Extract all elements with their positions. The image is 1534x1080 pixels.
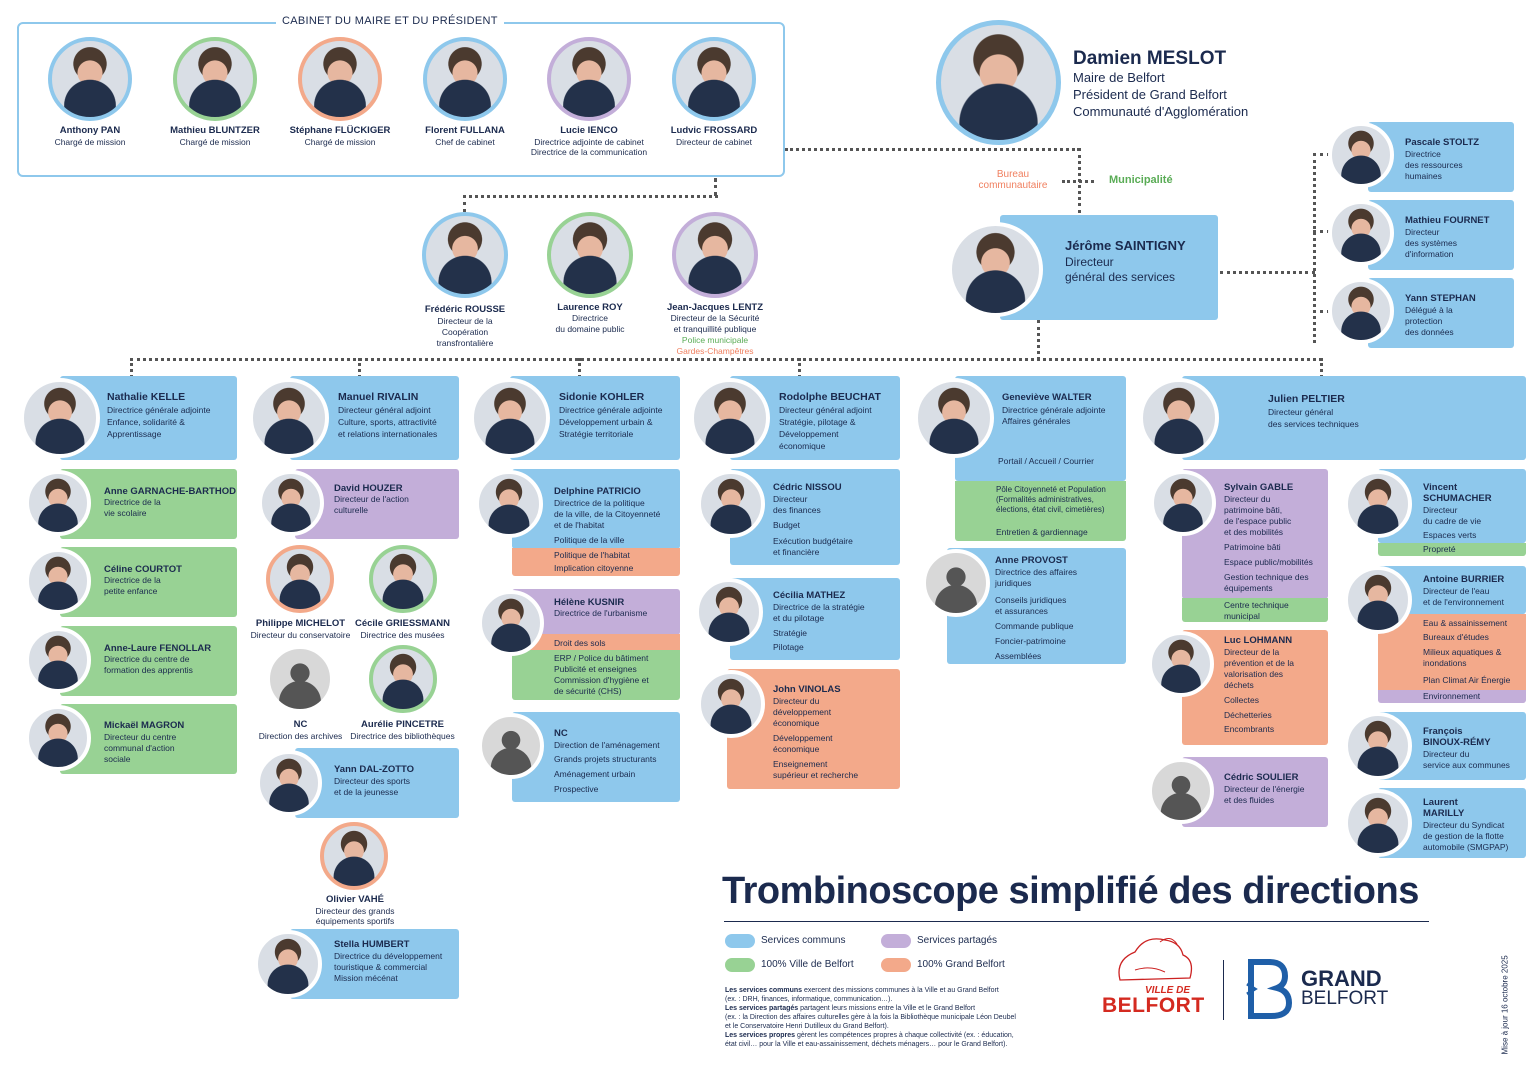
service-label: Droit des sols <box>554 638 606 648</box>
person-title: et du pilotage <box>773 613 825 623</box>
legend-swatch <box>881 958 911 972</box>
service-label: Implication citoyenne <box>554 563 634 573</box>
service-label: Politique de l'habitat <box>554 550 630 560</box>
person-name: Stéphane FLÜCKIGER <box>289 125 391 136</box>
service-label: (Formalités administratives, <box>996 495 1094 504</box>
person-title: Directrice <box>572 313 608 323</box>
person-title: de gestion de la flotte <box>1423 831 1504 841</box>
person-name: Manuel RIVALIN <box>338 391 419 403</box>
person-name: NC <box>554 728 568 739</box>
mayor-line: Communauté d'Agglomération <box>1073 104 1249 119</box>
person-name: Laurent <box>1423 797 1458 808</box>
avatar-placeholder <box>266 645 334 713</box>
person-title: automobile (SMGPAP) <box>1423 842 1509 852</box>
connector <box>1037 320 1040 360</box>
dgs-line: général des services <box>1065 270 1176 284</box>
avatar <box>948 222 1043 317</box>
note-bold: Les services communs <box>725 987 803 994</box>
avatar <box>320 822 388 890</box>
service-label: Encombrants <box>1224 724 1275 734</box>
person-name: Ludvic FROSSARD <box>670 125 758 136</box>
person-name: Stella HUMBERT <box>334 939 410 950</box>
person-title: Directrice du développement <box>334 951 443 961</box>
person-title: Directrice des musées <box>360 630 445 640</box>
grand-belfort-logo <box>1243 958 1403 1020</box>
person-title: Directeur de la <box>1224 647 1280 657</box>
person-title: protection <box>1405 316 1443 326</box>
avatar <box>256 750 322 816</box>
connector <box>714 178 717 196</box>
avatar <box>475 470 543 538</box>
person-title: Directrice des bibliothèques <box>350 731 455 741</box>
service-label: équipements <box>1224 583 1273 593</box>
service-label: municipal <box>1224 611 1260 621</box>
person-title: des services techniques <box>1268 419 1359 429</box>
person-name: Anne PROVOST <box>995 555 1068 566</box>
person-name: Hélène KUSNIR <box>554 597 625 608</box>
person-name: Nathalie KELLE <box>107 391 186 403</box>
avatar <box>249 378 329 458</box>
note-line: état civil… pour la Ville et eau-assainissement, déchets ménagers… pour le Grand Belfort). <box>725 1041 1008 1048</box>
person-title: Directeur des sports <box>334 776 411 786</box>
service-label: Aménagement urbain <box>554 769 636 779</box>
person-title: Directeur général adjoint <box>338 405 431 415</box>
person-title: et relations internationales <box>338 429 438 439</box>
person-title: Stratégie, pilotage & <box>779 417 856 427</box>
person-title: Directrice générale adjointe <box>1002 405 1106 415</box>
avatar <box>1148 631 1214 697</box>
person-name: Geneviève WALTER <box>1002 392 1092 403</box>
service-label: Assemblées <box>995 651 1042 661</box>
belfort-logo <box>1100 930 1210 1020</box>
avatar-placeholder <box>478 713 544 779</box>
person-name: Yann DAL-ZOTTO <box>334 764 415 775</box>
avatar <box>1344 712 1412 780</box>
person-name: Anne-Laure FENOLLAR <box>104 643 212 654</box>
person-title: de la ville, de la Citoyenneté <box>554 509 661 519</box>
person-title: du domaine public <box>555 324 625 334</box>
lion-icon <box>1105 930 1205 990</box>
logo-text-grand: GRAND <box>1301 966 1382 991</box>
person-name: BINOUX-RÉMY <box>1423 737 1491 748</box>
service-label: Portail / Accueil / Courrier <box>998 456 1094 466</box>
person-title: Directeur de la Sécurité <box>670 313 760 323</box>
person-name: Cédric SOULIER <box>1224 772 1299 783</box>
person-title: et tranquillité publique <box>673 324 757 334</box>
person-title: prévention et de la <box>1224 658 1294 668</box>
person-name: Mathieu FOURNET <box>1405 215 1490 226</box>
note-line: (ex. : DRH, finances, informatique, communication…). <box>725 996 893 1003</box>
person-title: Directeur de l'action <box>334 494 409 504</box>
title-rule <box>724 921 1429 922</box>
service-label: Milieux aquatiques & <box>1423 647 1502 657</box>
person-title: service aux communes <box>1423 760 1510 770</box>
person-name: Mickaël MAGRON <box>104 720 185 731</box>
legend-swatch <box>881 934 911 948</box>
connector <box>463 195 718 198</box>
service-label: Police municipale <box>681 335 749 345</box>
person-title: Directrice de la stratégie <box>773 602 865 612</box>
avatar <box>423 37 507 121</box>
service-label: ERP / Police du bâtiment <box>554 653 649 663</box>
service-label: et financière <box>773 547 820 557</box>
bureau-label-2: communautaire <box>978 180 1048 191</box>
person-title: et des fluides <box>1224 795 1275 805</box>
bureau-label-1: Bureau <box>996 169 1030 180</box>
service-label: Grands projets structurants <box>554 754 657 764</box>
avatar <box>25 470 91 536</box>
service-label: Centre technique <box>1224 600 1289 610</box>
person-title: économique <box>773 718 820 728</box>
legend-label: Services communs <box>761 935 846 946</box>
person-title: développement <box>773 707 832 717</box>
person-name: Anthony PAN <box>59 125 121 136</box>
service-label: Espace public/mobilités <box>1224 557 1313 567</box>
person-name: Lucie IENCO <box>560 125 618 136</box>
dgs-name: Jérôme SAINTIGNY <box>1065 238 1186 253</box>
legend-swatch <box>725 958 755 972</box>
person-title: Délégué à la <box>1405 305 1453 315</box>
avatar <box>298 37 382 121</box>
person-title: sociale <box>104 754 131 764</box>
service-label: Publicité et enseignes <box>554 664 637 674</box>
person-title: Mission mécénat <box>334 973 398 983</box>
service-label: Entretien & gardiennage <box>996 527 1088 537</box>
avatar <box>25 548 91 614</box>
connector <box>785 148 1080 151</box>
person-name: Mathieu BLUNTZER <box>170 125 260 136</box>
connector <box>130 358 1322 361</box>
avatar <box>690 378 770 458</box>
person-name: Aurélie PINCETRE <box>361 719 444 730</box>
service-label: Espaces verts <box>1423 530 1477 540</box>
avatar <box>1344 789 1412 857</box>
avatar <box>547 212 633 298</box>
avatar <box>697 670 765 738</box>
service-label: Plan Climat Air Énergie <box>1423 675 1511 685</box>
avatar <box>936 20 1061 145</box>
note-line: et le Conservatoire Henri Dutilleux du Grand Belfort). <box>725 1023 889 1030</box>
person-title: Directeur <box>1405 227 1440 237</box>
service-label: Collectes <box>1224 695 1259 705</box>
avatar <box>369 645 437 713</box>
person-title: touristique & commercial <box>334 962 428 972</box>
person-name: Julien PELTIER <box>1268 393 1345 405</box>
person-name: François <box>1423 726 1463 737</box>
service-label: Stratégie <box>773 628 808 638</box>
connector <box>1320 358 1323 378</box>
logo-text-belfort: BELFORT <box>1301 988 1389 1009</box>
dga-card <box>1182 376 1526 460</box>
service-label: Pôle Citoyenneté et Population <box>996 485 1106 494</box>
note-bold: Les services propres <box>725 1032 796 1039</box>
person-name: Anne GARNACHE-BARTHOD <box>104 486 236 497</box>
person-name: Pascale STOLTZ <box>1405 137 1480 148</box>
avatar-placeholder <box>922 549 990 617</box>
person-title: Développement <box>779 429 839 439</box>
person-name: Jean-Jacques LENTZ <box>666 302 764 313</box>
person-title: Directrice du centre de <box>104 654 190 664</box>
service-label: Commande publique <box>995 621 1074 631</box>
person-title: Directrice de la politique <box>554 498 645 508</box>
mayor-name: Damien MESLOT <box>1073 48 1227 69</box>
service-label: Gardes-Champêtres <box>676 346 754 356</box>
person-title: Directrice <box>1405 149 1441 159</box>
avatar <box>547 37 631 121</box>
avatar <box>369 545 437 613</box>
person-name: Sidonie KOHLER <box>559 391 645 403</box>
person-title: et des mobilités <box>1224 527 1284 537</box>
person-title: Développement urbain & <box>559 417 653 427</box>
person-name: Luc LOHMANN <box>1224 635 1293 646</box>
bureau-label <box>960 169 1066 191</box>
person-title: communal d'action <box>104 743 175 753</box>
legend-label: 100% Ville de Belfort <box>761 959 854 970</box>
service-label: Développement <box>773 733 833 743</box>
connector <box>1220 271 1315 274</box>
person-title: Directeur du Syndicat <box>1423 820 1505 830</box>
note-text: partagent leurs missions entre la Ville et le Grand Belfort <box>798 1005 976 1012</box>
person-title: Direction de l'aménagement <box>554 740 660 750</box>
avatar <box>266 545 334 613</box>
avatar <box>1150 470 1216 536</box>
service-label: Déchetteries <box>1224 710 1272 720</box>
service-label: Patrimoine bâti <box>1224 542 1281 552</box>
connector <box>798 358 801 378</box>
person-title: Directeur général adjoint <box>779 405 872 415</box>
service-label: Environnement <box>1423 691 1481 701</box>
mayor-line: Président de Grand Belfort <box>1073 87 1227 102</box>
avatar <box>1344 470 1412 538</box>
service-label: et assurances <box>995 606 1048 616</box>
b-mark-icon <box>1243 958 1293 1020</box>
avatar <box>48 37 132 121</box>
person-title: Directeur du <box>773 696 820 706</box>
person-title: Chargé de mission <box>54 137 126 147</box>
service-label: Budget <box>773 520 800 530</box>
person-title: des données <box>1405 327 1454 337</box>
person-name: Vincent <box>1423 482 1458 493</box>
person-title: et de la jeunesse <box>334 787 399 797</box>
person-title: Directrice adjointe de cabinet <box>534 137 644 147</box>
service-label: Enseignement <box>773 759 828 769</box>
person-title: déchets <box>1224 680 1254 690</box>
person-name: Rodolphe BEUCHAT <box>779 391 881 403</box>
cabinet-title: CABINET DU MAIRE ET DU PRÉSIDENT <box>276 15 504 27</box>
connector <box>1313 153 1316 343</box>
person-title: Directrice de l'urbanisme <box>554 608 648 618</box>
service-label: Commission d'hygiène et <box>554 675 649 685</box>
person-title: Directeur de la <box>437 316 493 326</box>
person-name: Yann STEPHAN <box>1405 293 1476 304</box>
service-label: Propreté <box>1423 544 1456 554</box>
service-label: de sécurité (CHS) <box>554 686 622 696</box>
person-name: Sylvain GABLE <box>1224 482 1294 493</box>
person-title: Directrice générale adjointe <box>107 405 211 415</box>
person-title: des ressources <box>1405 160 1463 170</box>
person-name: Cédric NISSOU <box>773 482 842 493</box>
person-title: transfrontalière <box>436 338 494 348</box>
connector <box>358 358 361 378</box>
logo-text-small: VILLE DE <box>1145 985 1191 996</box>
legend-label: Services partagés <box>917 935 998 946</box>
person-name: MARILLY <box>1423 808 1465 819</box>
service-label: élections, état civil, cimetières) <box>996 505 1105 514</box>
logo-text-big: BELFORT <box>1102 994 1205 1017</box>
person-title: Directeur du centre <box>104 732 177 742</box>
person-title: Directrice générale adjointe <box>559 405 663 415</box>
avatar <box>1328 278 1394 344</box>
service-label: Politique de la ville <box>554 535 625 545</box>
avatar <box>1344 566 1412 634</box>
service-label: inondations <box>1423 658 1467 668</box>
person-name: NC <box>293 719 308 730</box>
avatar <box>25 627 91 693</box>
avatar-placeholder <box>1148 758 1214 824</box>
person-title: Directeur des grands <box>315 906 395 916</box>
person-title: culturelle <box>334 505 369 515</box>
connector <box>130 358 133 378</box>
person-title: patrimoine bâti, <box>1224 505 1283 515</box>
service-label: Conseils juridiques <box>995 595 1067 605</box>
note-line <box>725 1031 1055 1040</box>
municipalite-label: Municipalité <box>1109 174 1173 186</box>
person-name: Céline COURTOT <box>104 564 182 575</box>
note-line: (ex. : la Direction des affaires culturelles gère à la fois la Bibliothèque municipale Léon Deubel <box>725 1014 1016 1021</box>
person-title: Affaires générales <box>1002 416 1071 426</box>
person-name: Cécile GRIESSMANN <box>354 618 451 629</box>
person-title: Directeur <box>773 494 808 504</box>
person-title: Coopération <box>441 327 489 337</box>
person-name: Olivier VAHÉ <box>326 894 384 905</box>
person-title: du cadre de vie <box>1423 516 1482 526</box>
note-text: exercent des missions communes à la Ville et au Grand Belfort <box>802 987 999 994</box>
person-title: valorisation des <box>1224 669 1284 679</box>
avatar <box>1328 200 1394 266</box>
dgs-line: Directeur <box>1065 255 1114 269</box>
person-name: David HOUZER <box>334 483 403 494</box>
person-title: Direction des archives <box>258 731 343 741</box>
person-title: Directeur du <box>1423 749 1470 759</box>
legend-label: 100% Grand Belfort <box>917 959 1005 970</box>
person-title: Chargé de mission <box>304 137 376 147</box>
avatar <box>422 212 508 298</box>
connector <box>578 358 581 378</box>
person-name: John VINOLAS <box>773 684 841 695</box>
avatar <box>1328 122 1394 188</box>
legend-notes <box>725 986 1055 1049</box>
person-title: humaines <box>1405 171 1442 181</box>
avatar <box>173 37 257 121</box>
service-label: Gestion technique des <box>1224 572 1309 582</box>
note-line <box>725 986 1055 995</box>
service-label: Prospective <box>554 784 599 794</box>
avatar <box>1139 378 1219 458</box>
person-title: Stratégie territoriale <box>559 429 634 439</box>
person-title: formation des apprentis <box>104 665 193 675</box>
cabinet-frame <box>17 22 785 177</box>
avatar <box>672 212 758 298</box>
service-label: Pilotage <box>773 642 804 652</box>
avatar <box>695 578 763 646</box>
person-name: Laurence ROY <box>557 302 623 313</box>
person-title: Directrice des affaires <box>995 567 1078 577</box>
mayor-line: Maire de Belfort <box>1073 70 1165 85</box>
person-title: Directeur du conservatoire <box>250 630 351 640</box>
person-title: Directeur de l'énergie <box>1224 784 1305 794</box>
avatar <box>672 37 756 121</box>
connector <box>463 195 466 212</box>
person-title: des systèmes <box>1405 238 1457 248</box>
person-title: et de l'habitat <box>554 520 605 530</box>
avatar <box>478 590 544 656</box>
person-title: de l'espace public <box>1224 516 1292 526</box>
update-date: Mise à jour 16 octobre 2025 <box>1500 955 1510 1055</box>
person-name: Philippe MICHELOT <box>255 618 346 629</box>
person-title: et de l'environnement <box>1423 597 1505 607</box>
service-label: supérieur et recherche <box>773 770 859 780</box>
person-title: Directrice de la <box>104 575 161 585</box>
person-name: Cécilia MATHEZ <box>773 590 846 601</box>
person-title: vie scolaire <box>104 508 147 518</box>
person-name: Delphine PATRICIO <box>554 486 641 497</box>
legend-swatch <box>725 934 755 948</box>
avatar <box>25 705 91 771</box>
person-title: Directeur général <box>1268 407 1334 417</box>
service-label: Exécution budgétaire <box>773 536 853 546</box>
avatar <box>20 378 100 458</box>
person-name: SCHUMACHER <box>1423 493 1492 504</box>
person-title: équipements sportifs <box>315 916 395 926</box>
service-label: Eau & assainissement <box>1423 618 1508 628</box>
person-title: des finances <box>773 505 821 515</box>
service-label: Foncier-patrimoine <box>995 636 1066 646</box>
avatar <box>470 378 550 458</box>
avatar <box>254 930 322 998</box>
avatar <box>914 378 994 458</box>
person-title: d'information <box>1405 249 1454 259</box>
person-title: Enfance, solidarité & <box>107 417 185 427</box>
person-name: Frédéric ROUSSE <box>424 304 506 315</box>
page-title: Trombinoscope simplifié des directions <box>722 870 1419 912</box>
person-title: petite enfance <box>104 586 158 596</box>
person-title: Directeur de cabinet <box>675 137 753 147</box>
note-line <box>725 1004 1055 1013</box>
service-label: Bureaux d'études <box>1423 632 1489 642</box>
avatar <box>258 470 324 536</box>
service-label: économique <box>773 744 820 754</box>
note-bold: Les services partagés <box>725 1005 799 1012</box>
person-title: Chargé de mission <box>179 137 251 147</box>
person-title: Apprentissage <box>107 429 162 439</box>
note-text: gèrent les compétences propres à chaque collectivité (ex. : éducation, <box>795 1032 1014 1039</box>
person-name: Florent FULLANA <box>425 125 505 136</box>
person-title: Directeur du <box>1224 494 1271 504</box>
person-name: Antoine BURRIER <box>1423 574 1505 585</box>
person-title: Chef de cabinet <box>435 137 495 147</box>
person-title: juridiques <box>995 578 1032 588</box>
avatar <box>697 470 765 538</box>
connector <box>1062 180 1094 183</box>
person-title: Culture, sports, attractivité <box>338 417 437 427</box>
person-title: Directeur <box>1423 505 1458 515</box>
logo-divider <box>1223 960 1224 1020</box>
person-title: Directeur de l'eau <box>1423 586 1490 596</box>
person-title: Directrice de la communication <box>530 147 648 157</box>
person-title: économique <box>779 441 826 451</box>
person-title: Directrice de la <box>104 497 161 507</box>
